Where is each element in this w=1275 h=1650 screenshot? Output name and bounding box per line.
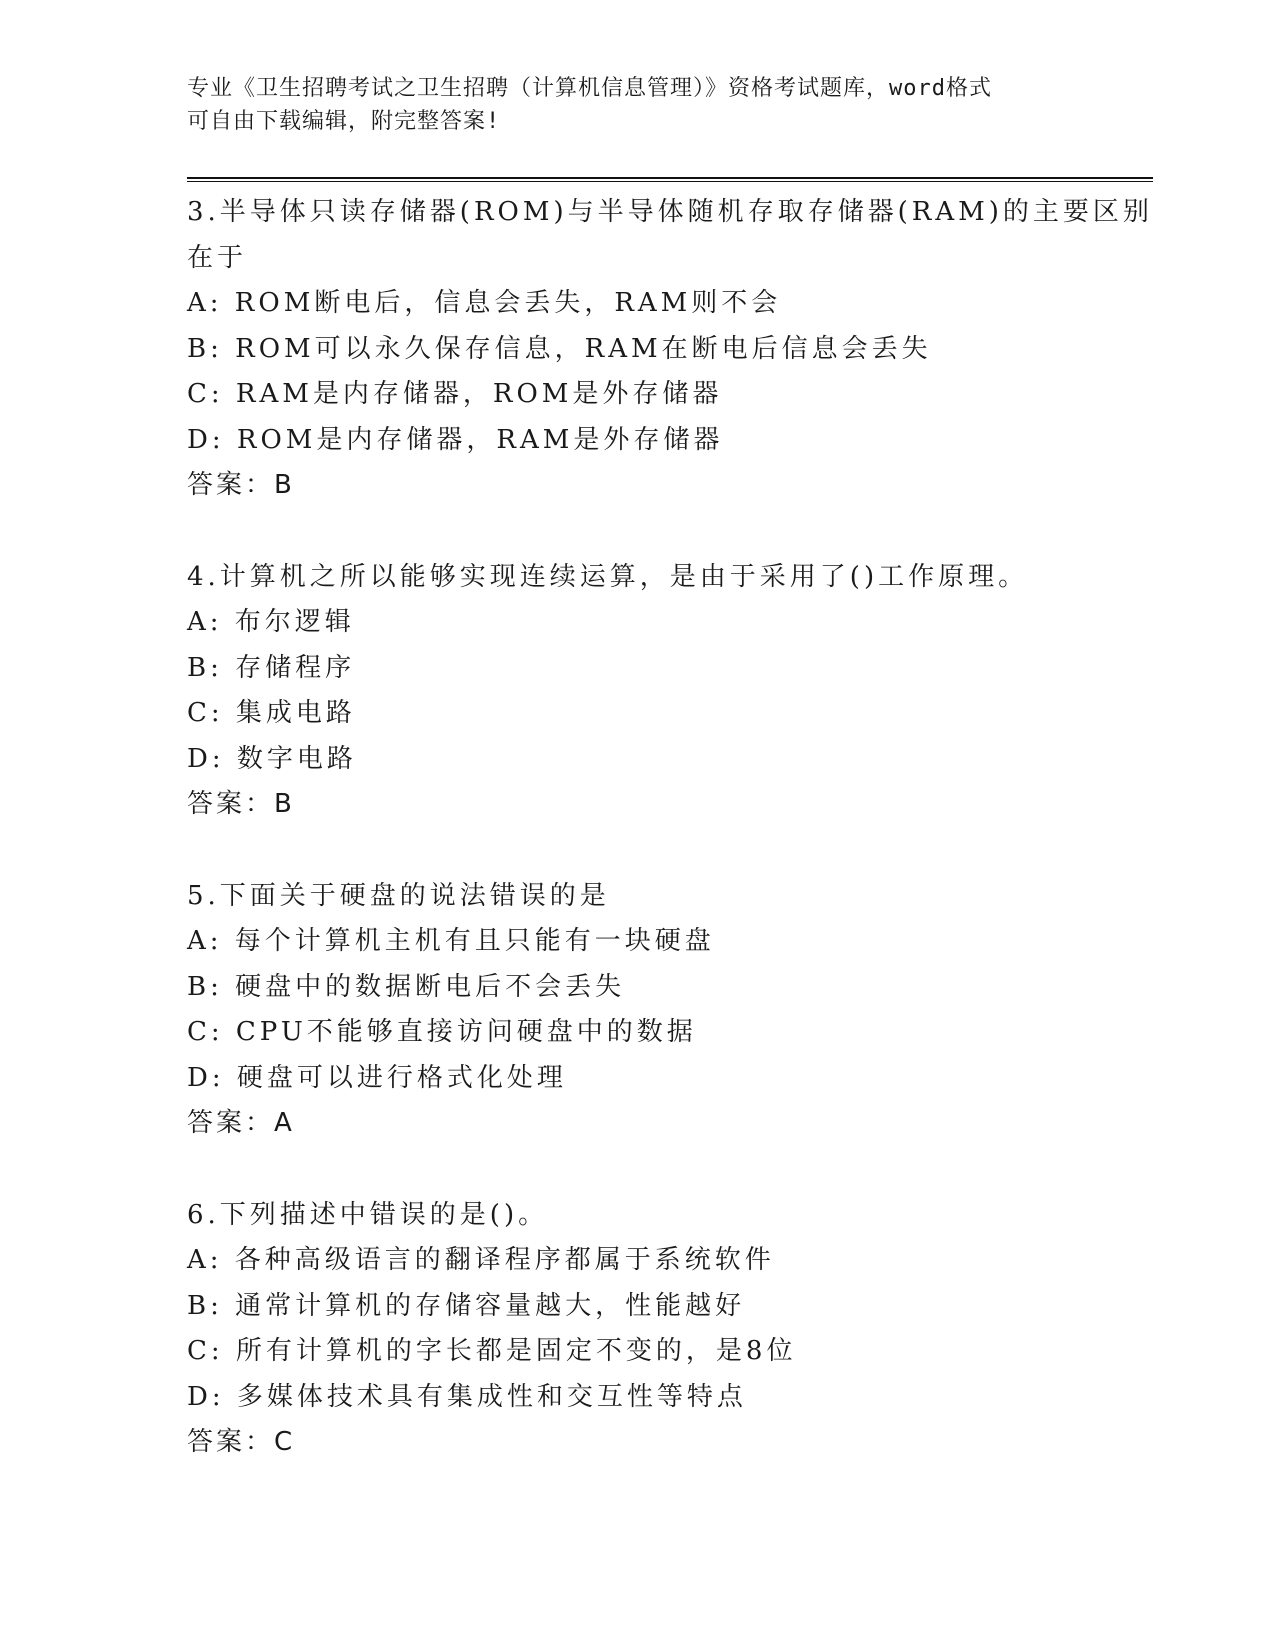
answer: 答案：C (187, 1427, 296, 1457)
question-3 (187, 190, 1153, 509)
option-b: B: 通常计算机的存储容量越大，性能越好 (187, 1290, 746, 1321)
answer: 答案：B (187, 789, 295, 819)
option-d: D: ROM是内存储器，RAM是外存储器 (187, 424, 724, 455)
option-b: B: ROM可以永久保存信息，RAM在断电后信息会丢失 (187, 333, 932, 364)
option-c: C: 所有计算机的字长都是固定不变的，是8位 (187, 1336, 797, 1366)
header-line: 可自由下载编辑，附完整答案! (187, 109, 501, 134)
answer: 答案：A (187, 1108, 295, 1138)
option-a: A: ROM断电后，信息会丢失，RAM则不会 (187, 288, 782, 318)
question-text: 4.计算机之所以能够实现连续运算，是由于采用了()工作原理。 (187, 561, 1029, 592)
option-a: A: 布尔逻辑 (187, 607, 355, 637)
option-c: C: CPU不能够直接访问硬盘中的数据 (187, 1017, 697, 1047)
answer: 答案：B (187, 470, 295, 500)
question-6 (187, 1193, 1087, 1466)
option-d: D: 硬盘可以进行格式化处理 (187, 1062, 567, 1093)
header-line: 专业《卫生招聘考试之卫生招聘（计算机信息管理）》资格考试题库，word格式 (187, 76, 992, 101)
option-c: C: RAM是内存储器，ROM是外存储器 (187, 379, 723, 409)
option-c: C: 集成电路 (187, 698, 356, 728)
option-a: A: 每个计算机主机有且只能有一块硬盘 (187, 926, 715, 956)
option-d: D: 数字电路 (187, 743, 357, 774)
option-b: B: 存储程序 (187, 652, 356, 683)
option-a: A: 各种高级语言的翻译程序都属于系统软件 (187, 1245, 775, 1275)
option-b: B: 硬盘中的数据断电后不会丢失 (187, 971, 626, 1002)
document-header (187, 72, 1067, 138)
question-list (187, 190, 1153, 1512)
question-text: 在于 (187, 242, 248, 273)
question-text: 3.半导体只读存储器(ROM)与半导体随机存取存储器(RAM)的主要区别 (187, 197, 1153, 227)
question-5 (187, 874, 1087, 1147)
option-d: D: 多媒体技术具有集成性和交互性等特点 (187, 1381, 747, 1412)
header-divider (187, 177, 1153, 182)
question-text: 5.下面关于硬盘的说法错误的是 (187, 880, 610, 911)
question-text: 6.下列描述中错误的是()。 (187, 1199, 549, 1230)
question-4 (187, 555, 1087, 828)
